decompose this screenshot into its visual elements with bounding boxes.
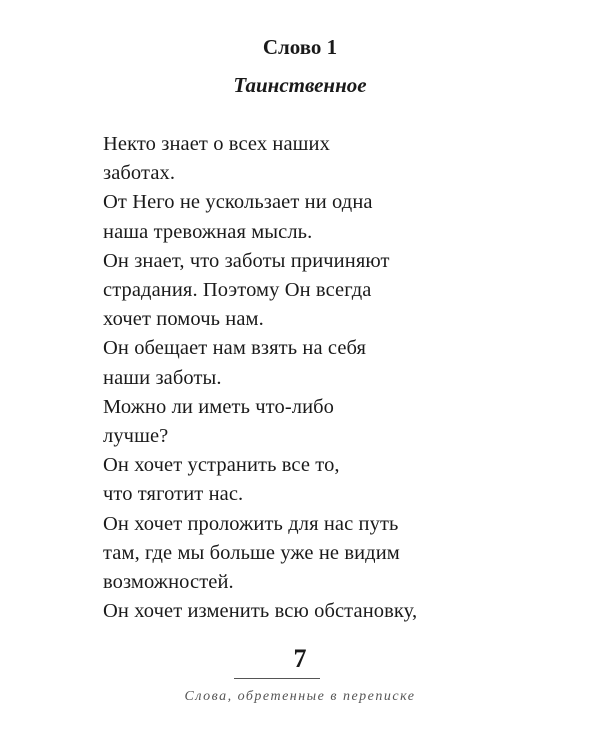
text-line: Некто знает о всех наших [103,133,330,155]
text-line: возможностей. [103,571,234,594]
text-line: лучше? [103,425,169,448]
footer-divider [234,678,320,679]
text-line: Он знает, что заботы причиняют [103,249,390,272]
running-footer: Слова, обретенные в переписке [184,689,416,704]
body-text [103,130,523,626]
text-line: страдания. Поэтому Он всегда [103,279,372,302]
chapter-subtitle: Таинственное [233,73,367,97]
text-line: заботах. [103,162,176,185]
text-line: наша тревожная мысль. [103,220,313,243]
text-line: Он хочет проложить для нас путь [103,512,399,535]
text-line: хочет помочь нам. [103,308,264,331]
text-line: Можно ли иметь что-либо [103,395,335,418]
chapter-title: Слово 1 [262,35,338,59]
text-line: что тяготит нас. [103,483,244,506]
text-line: От Него не ускользает ни одна [103,191,373,214]
text-line: Он обещает нам взять на себя [103,337,367,360]
text-line: там, где мы больше уже не видим [103,541,400,564]
text-line: наши заботы. [103,366,222,389]
page-number: 7 [293,644,307,673]
text-line: Он хочет изменить всю обстановку, [103,600,418,623]
text-line: Он хочет устранить все то, [103,454,340,477]
